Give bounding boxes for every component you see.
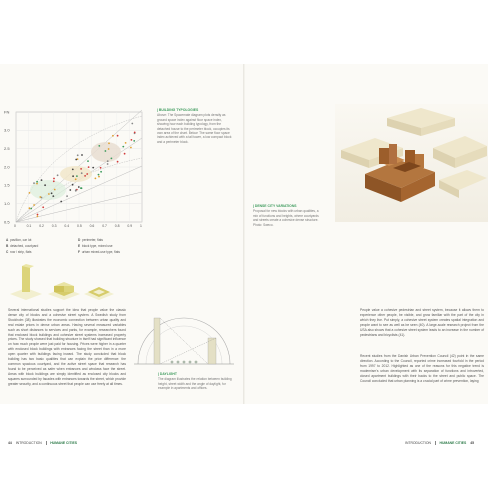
chart-point (105, 150, 107, 152)
chart-point (37, 216, 39, 218)
x-tick-label: 0.4 (64, 224, 70, 228)
y-tick-label: 1.0 (4, 201, 10, 207)
tower-model (10, 264, 42, 300)
y-tick-label: 2.0 (4, 164, 10, 170)
chart-point (111, 158, 113, 160)
chart-point (98, 176, 100, 178)
legend-item: F urban mixed-use type, flats (78, 250, 121, 254)
legend-item: A pavillon, car lot (6, 238, 32, 242)
chart-point (87, 160, 89, 162)
daylight-caption (158, 372, 234, 391)
chart-point (75, 159, 77, 161)
chart-point (30, 208, 32, 210)
x-tick-label: 0.5 (77, 224, 82, 228)
chart-point (122, 146, 124, 148)
chart-point (53, 178, 55, 180)
caption-title: | DAYLIGHT (158, 372, 177, 376)
building-typologies-illustration (4, 264, 114, 306)
caption-title: | BUILDING TYPOLOGIES (157, 108, 199, 112)
chart-point (39, 196, 41, 198)
footer-divider (435, 441, 436, 445)
caption-title: | DENSE CITY VARIATIONS (253, 204, 297, 208)
y-tick-label: FN (4, 109, 10, 115)
chart-point (66, 195, 68, 197)
legend-item: D perimeter, flats (78, 238, 103, 242)
typology-caption (157, 108, 233, 144)
chart-point (100, 171, 102, 173)
x-tick-label: 0.6 (89, 224, 95, 228)
footer-divider (46, 441, 47, 445)
chart-point (57, 174, 59, 176)
section-label: INTRODUCTION (405, 441, 431, 445)
chart-point (33, 204, 35, 206)
x-tick-label: 0.3 (51, 224, 57, 228)
book-spread (0, 64, 488, 445)
x-tick-label: 0.2 (39, 224, 44, 228)
chart-point (95, 178, 97, 180)
right-page (245, 64, 488, 445)
chart-point (72, 169, 74, 171)
chart-point (76, 175, 78, 177)
chart-point (52, 195, 54, 197)
chart-point (131, 123, 133, 125)
x-tick-label: 1 (140, 224, 142, 228)
chart-point (80, 187, 82, 189)
chart-point (72, 175, 74, 177)
chart-point (69, 189, 71, 191)
right-body-text-1: People value a cohesive pedestrian and street system, because it allows them to experience other people, be visible, and grow familiar with the part of the city in which they live. Put simply, a cohesive street system creates spatial integration and people want to see as well as be seen (40). A large-scale research project from the USA also shows that a cohesive street system leads to an increase in the number of pedestrians and bicyclists (41). (360, 308, 484, 337)
chart-point (117, 161, 119, 163)
chart-point (98, 145, 100, 147)
legend-item: C row / strip, flats (6, 250, 32, 254)
chart-point (42, 206, 44, 208)
chart-point (134, 132, 136, 134)
caption-body: Proposal for new blocks with urban qualities, a mix of functions and heights, where courtyards and streets create a cohesive dense structure. Photo: Sweco. (253, 209, 319, 227)
legend-item: E block type, mixed use (78, 244, 113, 248)
y-tick-label: 3.0 (4, 127, 10, 133)
chart-point (86, 173, 88, 175)
chart-point (29, 207, 31, 209)
chart-point (44, 184, 46, 186)
chart-point (41, 179, 43, 181)
x-tick-label: 0.7 (102, 224, 107, 228)
chart-point (53, 180, 55, 182)
chart-point (107, 163, 109, 165)
chart-point (51, 192, 53, 194)
chart-point (125, 142, 127, 144)
chart-point (131, 139, 133, 141)
x-tick-label: 0.9 (127, 224, 133, 228)
chart-point (92, 167, 94, 169)
chart-point (107, 160, 109, 162)
y-tick-label: 1.5 (4, 182, 10, 188)
chart-point (84, 175, 86, 177)
caption-body: Above: The Spacemate diagram plots density as ground space index against floor space index, showing how each building typology, from the detached house to the perimeter block, occupies its own area of the chart. Below: The same floor space index achieved with a tall tower, a low compact block and a perimeter block. (157, 113, 232, 144)
chart-point (78, 186, 80, 188)
chapter-label: HUMANE CITIES (50, 441, 77, 445)
section-label: INTRODUCTION (15, 441, 42, 445)
variations-caption (253, 204, 323, 227)
left-page (0, 64, 243, 445)
right-footer (405, 441, 477, 445)
chart-point (108, 148, 110, 150)
perimeter-block-model (84, 287, 114, 300)
legend-item: B detached, courtyard (6, 244, 39, 248)
compact-block-model (48, 282, 80, 300)
city-model-photo (335, 104, 488, 222)
chart-point (36, 183, 38, 185)
x-tick-label: 0.8 (114, 224, 120, 228)
chart-point (37, 214, 39, 216)
chart-point (75, 190, 77, 192)
chart-point (54, 189, 56, 191)
chart-point (48, 193, 50, 195)
y-tick-label: 2.5 (4, 146, 10, 152)
chart-point (88, 166, 90, 168)
chart-point (133, 140, 135, 142)
page-number: 44 (8, 441, 12, 445)
spacemate-chart (2, 104, 150, 230)
chart-point (130, 147, 132, 149)
y-tick-label: 0.5 (4, 219, 10, 225)
left-footer (8, 441, 77, 445)
left-body-text: Several international studies support the idea that people value the classic dense city of blocks and a cohesive street system. A Swedish study from Stockholm (38) illustrates the economic connection between urban quality and real estate prices in dense urban areas. Having several measured variables such as short distances to services and parks, for example, researchers found that enclosed block buildings and cohesive street systems increased property prices. The study showed that building structure in itself had significant influence on how much people were just paid for housing. Prices were higher in a quarter with enclosed block buildings with entrances facing the street than in a more open quarter with buildings facing inward. The study concluded that block building has two basic qualities that can explain the price difference: the common spacious courtyard, and the active street space that research has found to be perceived as safer when entrances and windows face the street. Areas with block buildings are simply identified as enclosed city blocks and squares surrounded by facades with entrances towards the street, which provide greater security, and a continuous street that people can use freely at all times. (8, 308, 126, 386)
chart-point (72, 184, 74, 186)
chart-point (60, 201, 62, 203)
chart-point (29, 192, 31, 194)
chart-point (117, 135, 119, 137)
x-tick-label: 0 (14, 224, 16, 228)
chart-point (33, 182, 35, 184)
daylight-diagram (132, 288, 236, 372)
x-tick-label: 0.1 (26, 224, 32, 228)
chart-point (124, 153, 126, 155)
chart-point (108, 142, 110, 144)
caption-body: The diagram illustrates the relation between building height, street width and the angle of daylight, for example in apartments and offices. (158, 377, 232, 391)
page-number: 45 (470, 441, 474, 445)
chart-point (98, 174, 100, 176)
chart-point (77, 154, 79, 156)
chart-point (36, 181, 38, 183)
chart-point (81, 172, 83, 174)
right-body-text-2: Recent studies from the Danish Urban Prevention Council (42) point in the same direction. According to the Council, reported crime increased fourfold in the period from 1997 to 2012. Highlighted as one of the reasons for this negative trend is modernism's urban development with its separation of functions and introverted, closed apartment buildings with their backs to the street and public space. The Council concluded that urban planning is a crucial part of crime prevention, laying (360, 354, 484, 383)
chart-point (75, 178, 77, 180)
chart-point (80, 168, 82, 170)
chart-point (100, 167, 102, 169)
chart-point (81, 154, 83, 156)
chart-point (112, 135, 114, 137)
chapter-label: HUMANE CITIES (439, 441, 467, 445)
